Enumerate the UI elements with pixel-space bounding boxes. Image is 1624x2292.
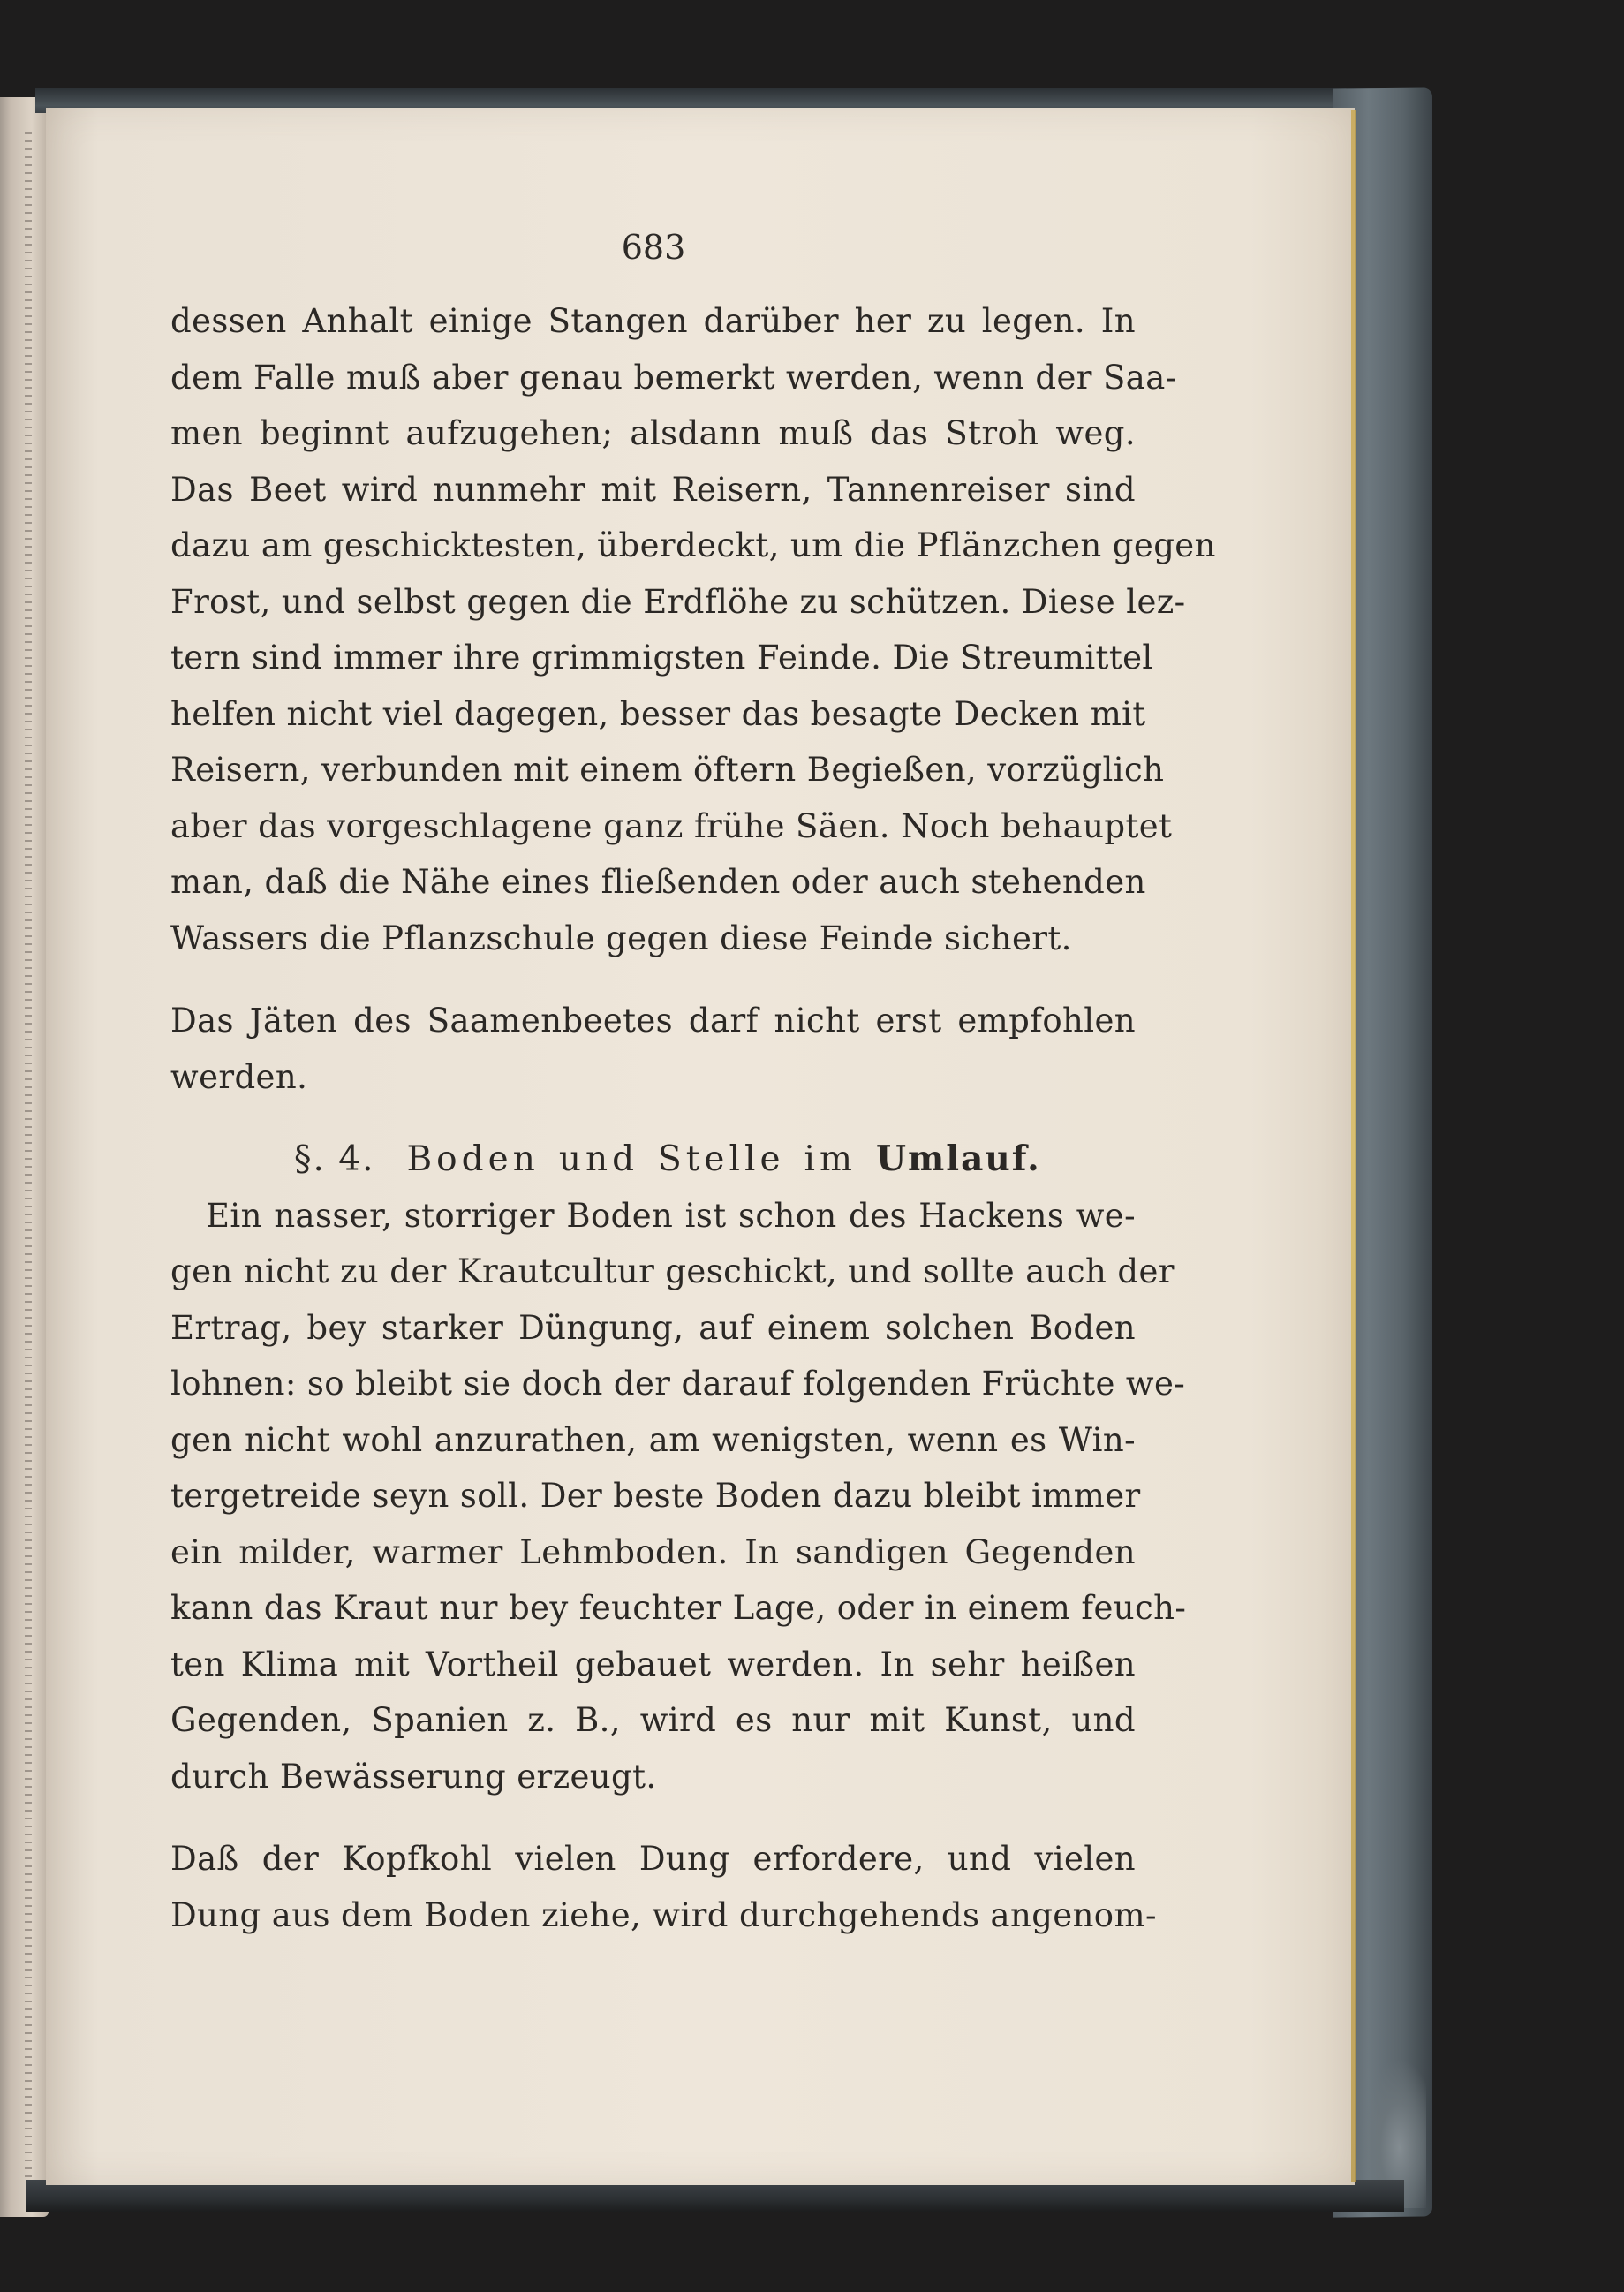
text-line: gen nicht zu der Krautcultur geschickt, und sollte auch der — [170, 1252, 1175, 1290]
text-line: dazu am geschicktesten, überdeckt, um die Pflänzchen gegen — [170, 526, 1216, 564]
heading-word: und — [558, 1139, 639, 1179]
text-line: Dung aus dem Boden ziehe, wird durchgehends angenom- — [170, 1895, 1157, 1934]
page-number: 683 — [621, 228, 686, 267]
paragraph-1 — [170, 293, 1216, 966]
text-line: Daß der Kopfkohl vielen Dung erfordere, und vielen — [170, 1840, 1136, 1878]
text-line: durch Bewässerung erzeugt. — [170, 1757, 657, 1796]
text-line: dessen Anhalt einige Stangen darüber her zu legen. In — [170, 302, 1136, 340]
paragraph-2 — [170, 993, 1136, 1105]
text-line: Gegenden, Spanien z. B., wird es nur mit Kunst, und — [170, 1701, 1136, 1739]
text-line: ten Klima mit Vortheil gebauet werden. In sehr heißen — [170, 1645, 1136, 1683]
paragraph-4 — [170, 1831, 1157, 1943]
paragraph-3 — [170, 1188, 1187, 1805]
text-line: helfen nicht viel dagegen, besser das besagte Decken mit — [170, 694, 1146, 733]
text-line: Frost, und selbst gegen die Erdflöhe zu schützen. Diese lez- — [170, 582, 1186, 621]
facing-page-stack — [25, 132, 32, 2182]
text-line: dem Falle muß aber genau bemerkt werden, wenn der Saa- — [170, 358, 1177, 397]
text-line: Das Beet wird nunmehr mit Reisern, Tannenreiser sind — [170, 470, 1136, 509]
text-line: ein milder, warmer Lehmboden. In sandigen Gegenden — [170, 1532, 1136, 1571]
heading-word: Boden — [406, 1139, 540, 1179]
section-heading — [170, 1131, 1136, 1188]
text-line: men beginnt aufzugehen; alsdann muß das Stroh weg. — [170, 414, 1136, 452]
text-line: Ein nasser, storriger Boden ist schon des Hackens we- — [206, 1196, 1136, 1235]
text-line: tergetreide seyn soll. Der beste Boden dazu bleibt immer — [170, 1477, 1141, 1515]
text-line: aber das vorgeschlagene ganz frühe Säen. Noch behauptet — [170, 806, 1173, 845]
text-line: lohnen: so bleibt sie doch der darauf folgenden Früchte we- — [170, 1365, 1186, 1403]
text-line: Wassers die Pflanzschule gegen diese Feinde sichert. — [170, 919, 1072, 957]
text-line: kann das Kraut nur bey feuchter Lage, oder in einem feuch- — [170, 1589, 1187, 1627]
text-line: Reisern, verbunden mit einem öftern Begießen, vorzüglich — [170, 751, 1165, 789]
text-line: gen nicht wohl anzurathen, am wenigsten, wenn es Win- — [170, 1420, 1136, 1459]
text-line: tern sind immer ihre grimmigsten Feinde. Die Streumittel — [170, 639, 1153, 677]
heading-word: im — [804, 1139, 857, 1179]
body-text — [170, 293, 1216, 1943]
page-gilt-edge — [1351, 110, 1356, 2182]
section-number: §. 4. — [294, 1139, 375, 1179]
text-line: werden. — [170, 1057, 308, 1096]
heading-emphasis: Umlauf. — [876, 1138, 1041, 1179]
text-line: Ertrag, bey starker Düngung, auf einem solchen Boden — [170, 1308, 1136, 1347]
heading-word: Stelle — [658, 1139, 785, 1179]
text-line: Das Jäten des Saamenbeetes darf nicht erst empfohlen — [170, 1002, 1136, 1040]
text-line: man, daß die Nähe eines fließenden oder auch stehenden — [170, 863, 1146, 901]
